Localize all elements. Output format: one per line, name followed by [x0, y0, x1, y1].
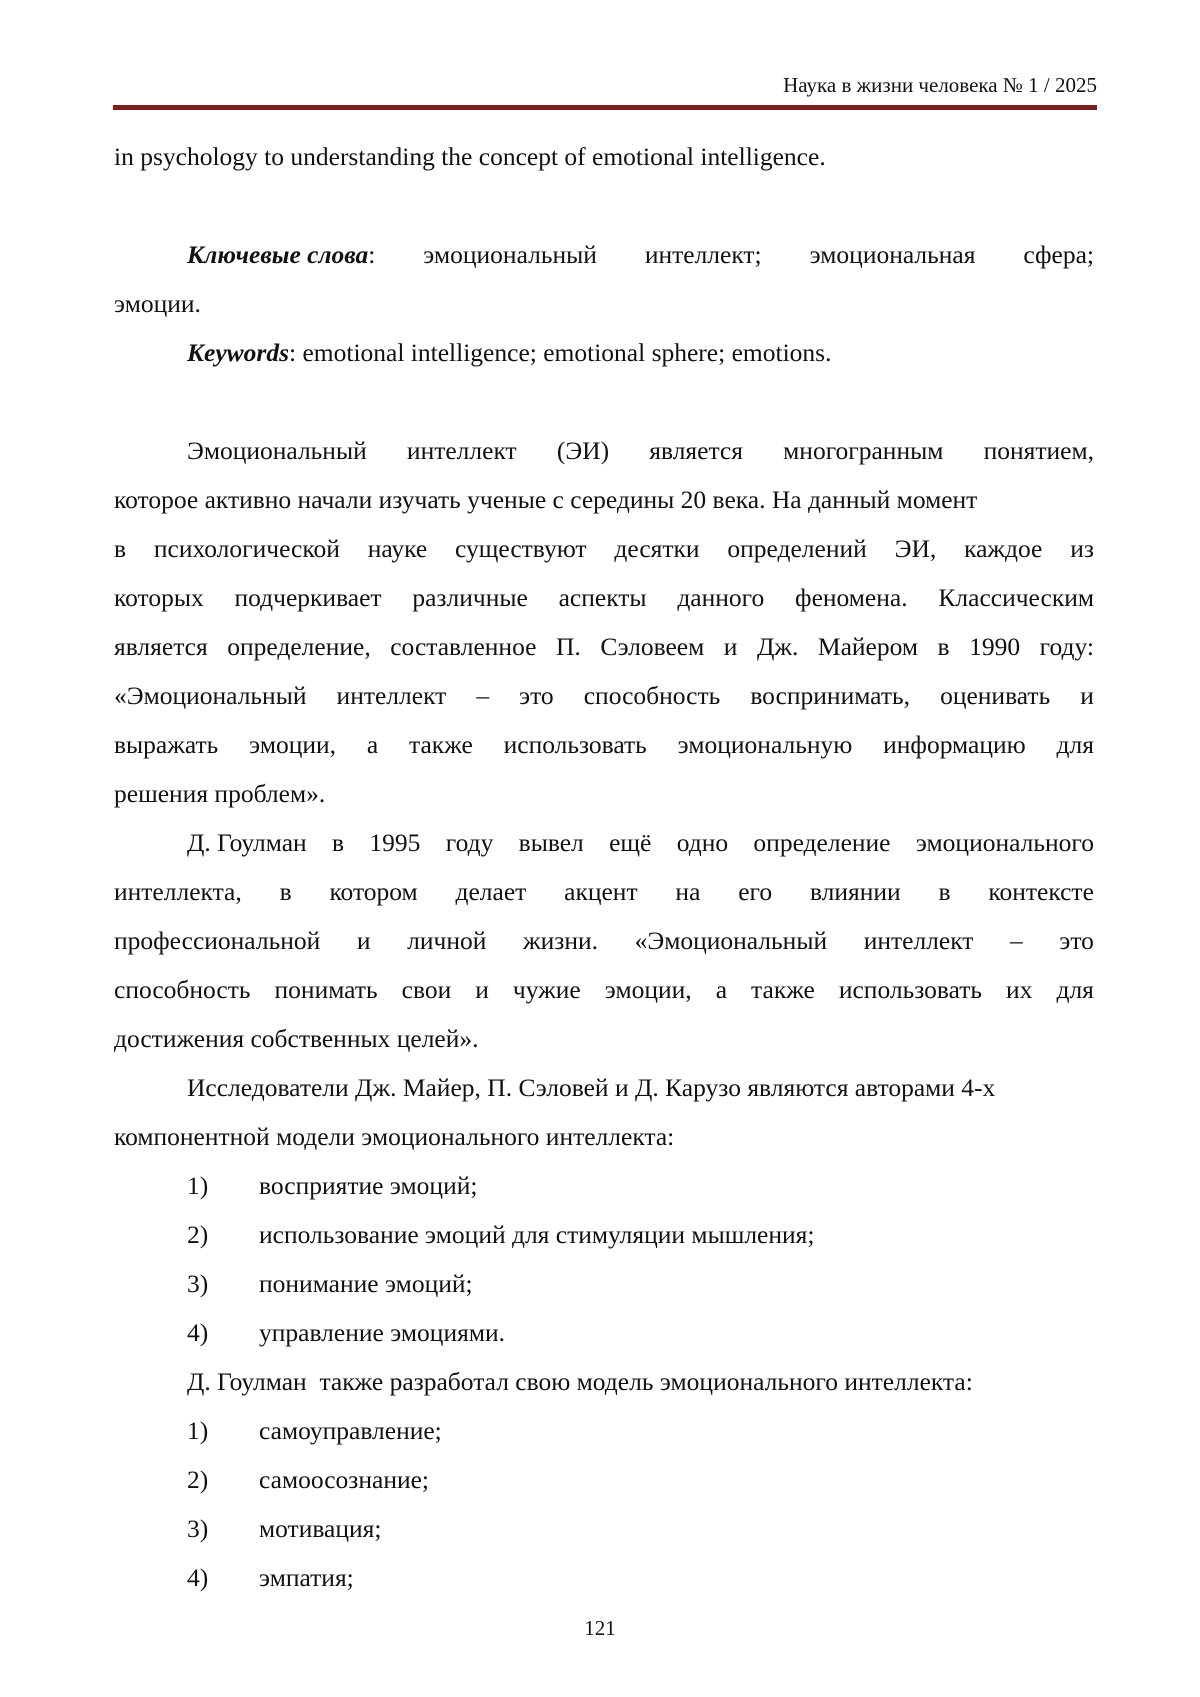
word: П. — [555, 632, 581, 661]
keywords-ru-line-2: эмоции. — [114, 289, 201, 318]
page-content — [114, 132, 1094, 1602]
word: из — [1070, 534, 1094, 563]
list-item — [114, 1161, 1094, 1210]
word: определение, — [227, 632, 371, 661]
word: вывел — [518, 828, 584, 857]
word: 1995 — [369, 828, 421, 857]
word: «Эмоциональный — [634, 926, 828, 955]
para1-line4 — [114, 573, 1094, 622]
list-text: управление эмоциями. — [259, 1318, 505, 1347]
word: их — [1006, 975, 1033, 1004]
word: существуют — [455, 534, 587, 563]
list-number: 3) — [187, 1269, 209, 1298]
word: и — [1080, 681, 1094, 710]
word: эмоциональная — [809, 240, 976, 269]
word: оценивать — [940, 681, 1051, 710]
list-item — [114, 1259, 1094, 1308]
word: делает — [455, 877, 527, 906]
list-number: 4) — [187, 1563, 209, 1592]
word: сфера; — [1023, 240, 1094, 269]
word: каждое — [964, 534, 1043, 563]
list-number: 2) — [187, 1220, 209, 1249]
word: многогранным — [783, 436, 944, 465]
word: ЭИ, — [894, 534, 937, 563]
word: различные — [412, 583, 528, 612]
word: использовать — [503, 730, 647, 759]
word: интеллект — [406, 436, 517, 465]
word: Эмоциональный — [187, 436, 367, 465]
list-text: использование эмоций для стимуляции мышления; — [259, 1220, 815, 1249]
list-item — [114, 1308, 1094, 1357]
word: понятием, — [983, 436, 1094, 465]
list-text: понимание эмоций; — [259, 1269, 473, 1298]
word: эмоции, — [249, 730, 337, 759]
word: в — [938, 877, 951, 906]
word: и — [723, 632, 738, 661]
word: является — [114, 632, 208, 661]
list-number: 1) — [187, 1171, 209, 1200]
list-text: мотивация; — [259, 1514, 382, 1543]
word: эмоции, — [604, 975, 692, 1004]
word: составленное — [390, 632, 537, 661]
word: а — [366, 730, 379, 759]
list-item — [114, 1210, 1094, 1259]
word: интеллекта, — [114, 877, 242, 906]
para2-line3 — [114, 916, 1094, 965]
word: науке — [367, 534, 428, 563]
header-rule — [113, 105, 1097, 110]
word: феномена. — [795, 583, 908, 612]
spacer — [114, 377, 1094, 426]
word: интеллект; — [644, 240, 762, 269]
word: а — [715, 975, 728, 1004]
word: году — [445, 828, 494, 857]
list-item — [114, 1553, 1094, 1602]
word: в — [114, 534, 127, 563]
para4-line: Д. Гоулман также разработал свою модель эмоционального интеллекта: — [187, 1367, 973, 1396]
word: выражать — [114, 730, 219, 759]
word: в — [332, 828, 345, 857]
para1-line5 — [114, 622, 1094, 671]
list-text: самоосознание; — [259, 1465, 430, 1494]
keywords-en-line — [114, 328, 1094, 377]
list-item — [114, 1455, 1094, 1504]
word: Майером — [817, 632, 919, 661]
para3-line1: Исследователи Дж. Майер, П. Сэловей и Д. Карузо являются авторами 4-х — [187, 1073, 996, 1102]
word: данного — [677, 583, 765, 612]
abstract-tail: in psychology to understanding the concept of emotional intelligence. — [114, 142, 826, 171]
keywords-ru-first: Ключевые слова: — [187, 240, 376, 269]
word: «Эмоциональный — [114, 681, 307, 710]
word: подчеркивает — [234, 583, 382, 612]
word: для — [1056, 975, 1094, 1004]
para1-line8: решения проблем». — [114, 779, 326, 808]
keywords-ru-label: Ключевые слова — [187, 240, 369, 269]
para3-line2: компонентной модели эмоционального интеллекта: — [114, 1122, 675, 1151]
word: контексте — [988, 877, 1094, 906]
word: профессиональной — [114, 926, 321, 955]
word: использовать — [838, 975, 983, 1004]
list-number: 3) — [187, 1514, 209, 1543]
word: Д. Гоулман — [187, 828, 307, 857]
word: влиянии — [809, 877, 901, 906]
word: это — [519, 681, 554, 710]
word: Сэловеем — [600, 632, 705, 661]
word: определений — [727, 534, 867, 563]
keywords-en-text: : emotional intelligence; emotional sphere; emotions. — [289, 338, 832, 367]
list-text: восприятие эмоций; — [259, 1171, 478, 1200]
list-item — [114, 1504, 1094, 1553]
word: интеллект — [336, 681, 447, 710]
word: чужие — [512, 975, 581, 1004]
word: эмоциональный — [423, 240, 597, 269]
para1-line7 — [114, 720, 1094, 769]
para1-line1 — [114, 426, 1094, 475]
spacer — [114, 181, 1094, 230]
word: Дж. — [756, 632, 799, 661]
word: Классическим — [938, 583, 1094, 612]
list-number: 2) — [187, 1465, 209, 1494]
word: психологической — [153, 534, 340, 563]
word: (ЭИ) — [556, 436, 610, 465]
para2-line2 — [114, 867, 1094, 916]
word: – — [1010, 926, 1023, 955]
word: также — [409, 730, 473, 759]
para2-line5: достижения собственных целей». — [114, 1024, 479, 1053]
word: в — [937, 632, 950, 661]
para2-line4 — [114, 965, 1094, 1014]
word: понимать — [274, 975, 378, 1004]
word: и — [475, 975, 489, 1004]
keywords-en-label: Keywords — [187, 338, 289, 367]
word: способность — [583, 681, 721, 710]
list-number: 1) — [187, 1416, 209, 1445]
list-number: 4) — [187, 1318, 209, 1347]
word: это — [1059, 926, 1094, 955]
para1-line3 — [114, 524, 1094, 573]
word: воспринимать, — [750, 681, 910, 710]
word: способность — [114, 975, 251, 1004]
word: жизни. — [522, 926, 598, 955]
word: акцент — [564, 877, 638, 906]
keywords-ru-line — [114, 230, 1094, 279]
word: эмоционального — [915, 828, 1094, 857]
word: одно — [676, 828, 729, 857]
word: эмоциональную — [677, 730, 853, 759]
page-number: 121 — [584, 1616, 616, 1640]
running-header: Наука в жизни человека № 1 / 2025 — [783, 73, 1097, 97]
word: является — [649, 436, 743, 465]
word: его — [738, 877, 773, 906]
list-item — [114, 1406, 1094, 1455]
word: году: — [1039, 632, 1094, 661]
word: 1990 — [969, 632, 1021, 661]
word: свои — [401, 975, 452, 1004]
list-text: эмпатия; — [259, 1563, 354, 1592]
word: на — [675, 877, 701, 906]
word: и — [356, 926, 371, 955]
word: ещё — [609, 828, 652, 857]
word: аспекты — [558, 583, 647, 612]
word: также — [751, 975, 815, 1004]
word: десятки — [614, 534, 700, 563]
list-text: самоуправление; — [259, 1416, 442, 1445]
word: для — [1056, 730, 1094, 759]
word: в — [279, 877, 292, 906]
word: определение — [753, 828, 891, 857]
para2-line1 — [114, 818, 1094, 867]
word: личной — [407, 926, 487, 955]
para1-line6 — [114, 671, 1094, 720]
word: информацию — [883, 730, 1026, 759]
word: интеллект — [863, 926, 974, 955]
word: – — [476, 681, 490, 710]
word: которых — [114, 583, 204, 612]
word: котором — [329, 877, 418, 906]
para1-line2: которое активно начали изучать ученые с середины 20 века. На данный момент — [114, 485, 978, 514]
